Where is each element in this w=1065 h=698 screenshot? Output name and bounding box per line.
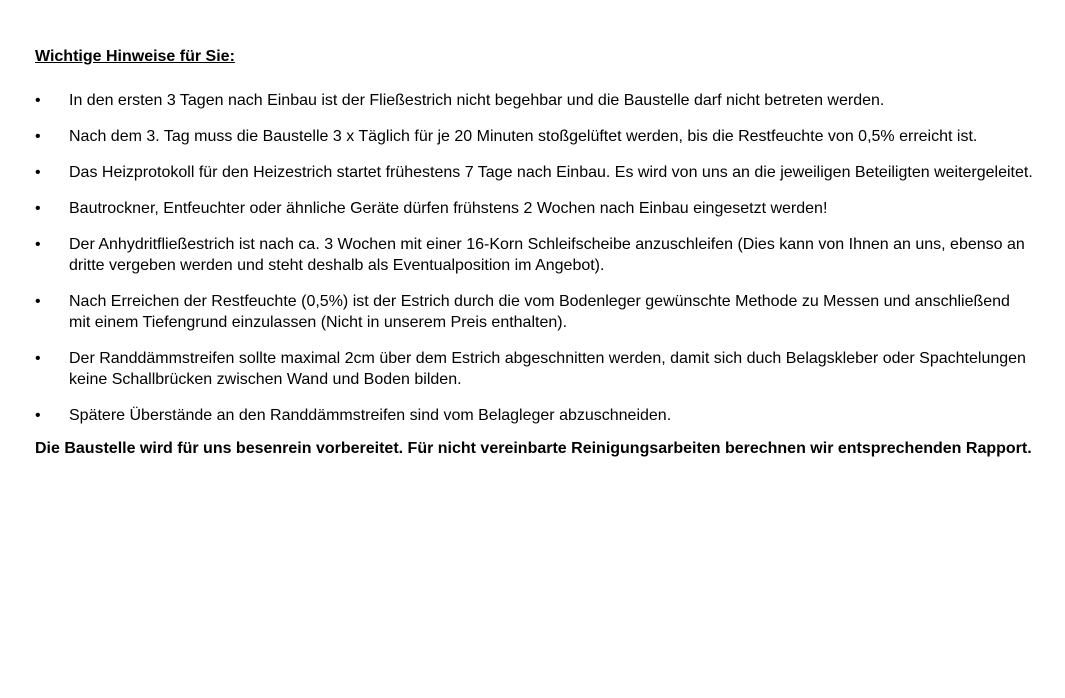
list-item-text: Nach Erreichen der Restfeuchte (0,5%) ist der Estrich durch die vom Bodenleger gewünschte Methode zu Messen und anschließend mit einem Tiefengrund einzulassen (Nicht in unserem Preis enthalten). xyxy=(69,293,1010,331)
list-item xyxy=(35,405,1035,426)
list-item-text: Nach dem 3. Tag muss die Baustelle 3 x Täglich für je 20 Minuten stoßgelüftet werden, bis die Restfeuchte von 0,5% erreicht ist. xyxy=(69,128,978,145)
list-item xyxy=(35,126,1035,147)
list-item xyxy=(35,90,1035,111)
bullet-icon: • xyxy=(35,293,41,310)
list-item-text: Spätere Überstände an den Randdämmstreifen sind vom Belagleger abzuschneiden. xyxy=(69,407,672,424)
list-item xyxy=(35,162,1035,183)
bullet-icon: • xyxy=(35,200,41,217)
list-item-text: Der Anhydritfließestrich ist nach ca. 3 Wochen mit einer 16-Korn Schleifscheibe anzuschleifen (Dies kann von Ihnen an uns, ebenso an dritte vergeben werden und steht deshalb als Eventualposition im Angebot). xyxy=(69,236,1025,274)
bullet-icon: • xyxy=(35,350,41,367)
list-item xyxy=(35,234,1035,276)
list-item-text: In den ersten 3 Tagen nach Einbau ist der Fließestrich nicht begehbar und die Baustelle darf nicht betreten werden. xyxy=(69,92,885,109)
list-item-text: Das Heizprotokoll für den Heizestrich startet frühestens 7 Tage nach Einbau. Es wird von uns an die jeweiligen Beteiligten weitergeleitet. xyxy=(69,164,1033,181)
bullet-icon: • xyxy=(35,128,41,145)
bullet-icon: • xyxy=(35,92,41,109)
list-item xyxy=(35,291,1035,333)
bullet-icon: • xyxy=(35,407,41,424)
bullet-icon: • xyxy=(35,236,41,253)
notes-list xyxy=(35,90,1035,426)
list-item xyxy=(35,348,1035,390)
list-item-text: Bautrockner, Entfeuchter oder ähnliche Geräte dürfen frühstens 2 Wochen nach Einbau eingesetzt werden! xyxy=(69,200,828,217)
list-item-text: Der Randdämmstreifen sollte maximal 2cm über dem Estrich abgeschnitten werden, damit sich duch Belagskleber oder Spachtelungen keine Schallbrücken zwischen Wand und Boden bilden. xyxy=(69,350,1026,388)
notes-heading: Wichtige Hinweise für Sie: xyxy=(35,48,235,65)
list-item xyxy=(35,198,1035,219)
document-page xyxy=(35,46,1035,459)
bullet-icon: • xyxy=(35,164,41,181)
footer-note: Die Baustelle wird für uns besenrein vorbereitet. Für nicht vereinbarte Reinigungsarbeiten berechnen wir entsprechenden Rapport. xyxy=(35,440,1032,457)
